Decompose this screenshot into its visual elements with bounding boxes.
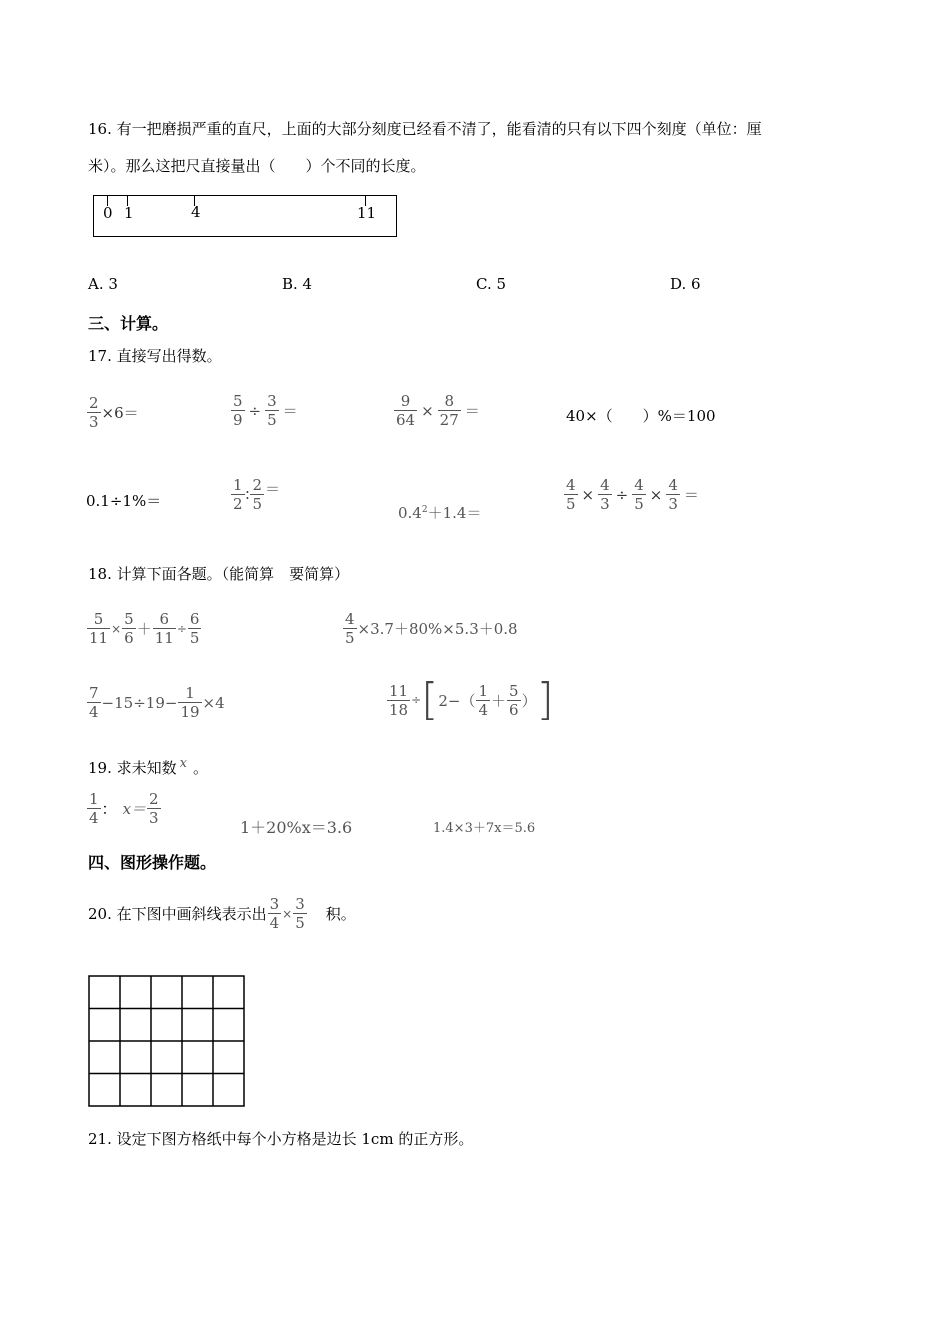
q17-expr-8 — [563, 476, 702, 513]
section-3-title: 三、计算。 — [88, 314, 169, 333]
q20-prefix: 20. 在下图中画斜线表示出 — [88, 905, 267, 923]
numerator: 9 — [400, 392, 411, 410]
q21-text: 21. 设定下图方格纸中每个小方格是边长 1cm 的正方形。 — [88, 1130, 474, 1148]
operator: ÷ — [615, 485, 629, 504]
q17-expr-1 — [86, 394, 139, 431]
option-a[interactable]: A. 3 — [88, 275, 118, 293]
numerator: 4 — [668, 476, 678, 494]
denominator: 5 — [189, 629, 200, 647]
denominator: 6 — [509, 700, 519, 719]
q20-grid[interactable] — [88, 975, 246, 1107]
denominator: 2 — [233, 495, 243, 513]
q18-title: 18. 计算下面各题。（能简算 要简算） — [88, 565, 350, 583]
operator: ∶ — [245, 485, 250, 504]
denominator: 5 — [252, 495, 262, 513]
numerator: 2 — [89, 394, 99, 412]
q17-expr-5: 0.1÷1%＝ — [86, 492, 162, 510]
denominator: 4 — [478, 700, 488, 719]
operator: ＋ — [136, 620, 152, 638]
expr-tail: ×4 — [202, 693, 225, 712]
expr-mid: −15÷19− — [101, 693, 178, 712]
option-c[interactable]: C. 5 — [476, 275, 507, 293]
ruler-label: 11 — [357, 204, 377, 222]
q19-expr-2: 1＋20%x＝3.6 — [240, 818, 353, 837]
numerator: 5 — [509, 681, 519, 700]
denominator: 4 — [89, 809, 99, 827]
q17-expr-2 — [230, 392, 301, 429]
option-d[interactable]: D. 6 — [670, 275, 701, 293]
numerator: 1 — [185, 684, 195, 702]
numerator: 4 — [566, 476, 576, 494]
q16-line2: 米）。那么这把尺直接量出（ ）个不同的长度。 — [88, 157, 426, 175]
section-4-title: 四、图形操作题。 — [88, 853, 217, 872]
denominator: 27 — [439, 411, 459, 429]
q18-expr-3 — [86, 684, 225, 721]
q19-title-text: 19. 求未知数 — [88, 759, 177, 777]
equals: ＝ — [683, 486, 699, 504]
numerator: 1 — [478, 681, 488, 700]
numerator: 3 — [295, 895, 305, 913]
colon: ： — [101, 800, 117, 818]
numerator: 2 — [149, 790, 159, 808]
q17-expr-6 — [230, 476, 280, 513]
numerator: 11 — [389, 681, 409, 700]
operator: ÷ — [248, 401, 262, 420]
denominator: 11 — [154, 629, 174, 647]
q18-expr-2 — [342, 610, 518, 647]
exponent: 2 — [421, 505, 428, 515]
ruler — [93, 195, 397, 237]
expr-rest: ×3.7＋80%×5.3＋0.8 — [357, 620, 518, 638]
numerator: 6 — [189, 610, 200, 628]
base: 0.4 — [398, 504, 422, 522]
numerator: 3 — [267, 392, 277, 410]
numerator: 2 — [252, 476, 262, 494]
operator: ＋ — [491, 691, 507, 710]
expr-inner: 2−（ — [438, 691, 476, 710]
ruler-label: 0 — [103, 204, 113, 222]
denominator: 18 — [389, 700, 409, 719]
numerator: 6 — [159, 610, 170, 628]
expr-x: x＝ — [122, 800, 147, 818]
numerator: 1 — [233, 476, 243, 494]
q17-expr-7 — [398, 502, 481, 523]
numerator: 8 — [444, 392, 454, 410]
denominator: 5 — [566, 495, 576, 513]
numerator: 4 — [600, 476, 610, 494]
numerator: 3 — [269, 895, 280, 913]
variable-x: x — [179, 756, 187, 771]
expr-rest: ＋1.4＝ — [427, 504, 482, 522]
numerator: 7 — [89, 684, 99, 702]
q19-title — [88, 753, 208, 779]
numerator: 1 — [89, 790, 99, 808]
q17-expr-4: 40×（ ）%＝100 — [566, 407, 716, 425]
left-bracket: [ — [421, 674, 439, 725]
denominator: 4 — [269, 914, 280, 932]
ruler-label: 4 — [191, 203, 201, 221]
denominator: 9 — [233, 411, 243, 429]
numerator: 4 — [634, 476, 644, 494]
q17-expr-3 — [393, 392, 483, 429]
operator: × — [282, 906, 293, 921]
denominator: 4 — [89, 703, 99, 721]
denominator: 11 — [89, 629, 109, 647]
q18-expr-4 — [386, 674, 554, 725]
expr-rest: ×6＝ — [101, 404, 139, 422]
q19-expr-1 — [86, 790, 162, 827]
denominator: 3 — [89, 413, 99, 431]
operator: × — [649, 485, 663, 504]
numerator: 5 — [124, 610, 134, 628]
q20-line — [88, 895, 356, 932]
q17-title: 17. 直接写出得数。 — [88, 347, 222, 365]
denominator: 5 — [634, 495, 644, 513]
operator: ÷ — [176, 621, 187, 636]
denominator: 3 — [600, 495, 610, 513]
operator: ÷ — [411, 693, 422, 707]
right-bracket: ] — [536, 674, 554, 725]
q18-expr-1 — [86, 610, 202, 647]
denominator: 64 — [396, 411, 416, 429]
operator: × — [581, 485, 595, 504]
q20-suffix: 积。 — [325, 905, 356, 923]
operator: × — [421, 401, 434, 420]
denominator: 19 — [180, 703, 200, 721]
denominator: 3 — [668, 495, 678, 513]
equals: ＝ — [464, 402, 480, 420]
q16-line1: 16. 有一把磨损严重的直尺，上面的大部分刻度已经看不清了，能看清的只有以下四个刻度（单位：厘 — [88, 120, 762, 138]
denominator: 3 — [149, 809, 159, 827]
q19-expr-3: 1.4×3＋7x＝5.6 — [433, 821, 536, 836]
denominator: 5 — [345, 629, 355, 647]
equals: ＝ — [265, 480, 281, 498]
option-b[interactable]: B. 4 — [282, 275, 313, 293]
ruler-label: 1 — [124, 204, 134, 222]
denominator: 5 — [267, 411, 277, 429]
denominator: 5 — [295, 914, 305, 932]
operator: × — [111, 621, 122, 636]
numerator: 4 — [345, 610, 355, 628]
right-paren: ） — [521, 691, 537, 710]
numerator: 5 — [93, 610, 104, 628]
q19-title-dot: 。 — [192, 759, 208, 777]
equals: ＝ — [282, 402, 298, 420]
denominator: 6 — [124, 629, 134, 647]
numerator: 5 — [233, 392, 243, 410]
